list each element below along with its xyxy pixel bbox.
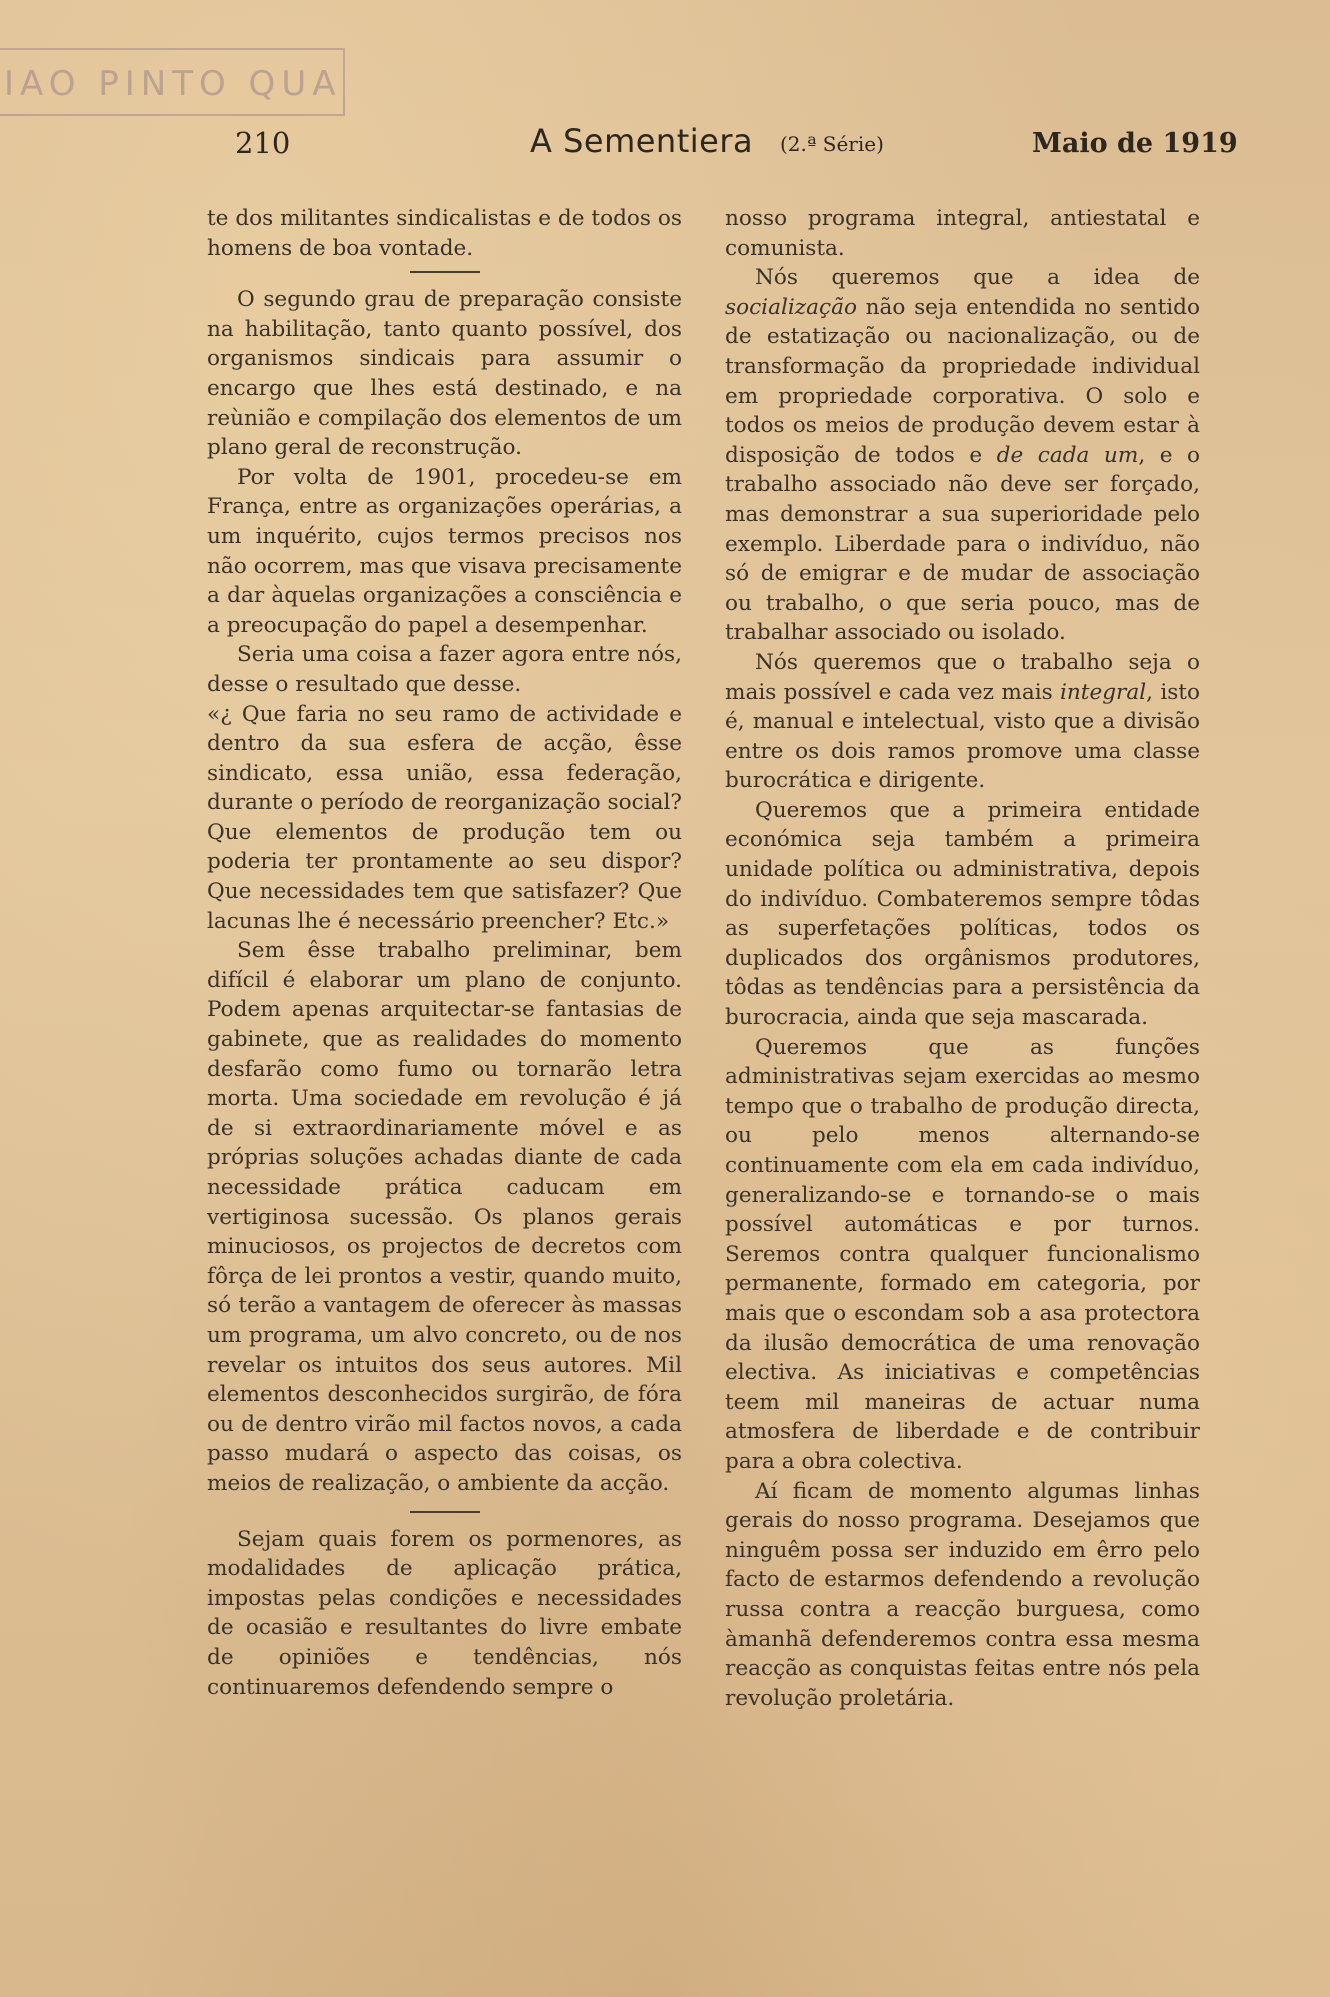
- issue-date: Maio de 1919: [1032, 128, 1238, 159]
- library-stamp: IAO PINTO QUA: [0, 48, 345, 116]
- section-divider: [410, 1511, 480, 1513]
- paragraph: Aí ficam de momento algumas linhas gerais do nosso programa. Desejamos que ninguêm possa ser induzido em êrro pelo facto de estarmos defendendo a revolução russa contra a reacção burguesa, como àmanhã defenderemos contra essa mesma reacção as conquistas feitas entre nós pela revolução proletária.: [725, 1478, 1200, 1711]
- text-run: Nós queremos que o trabalho seja o mais possível e cada vez mais: [725, 649, 1200, 705]
- text-run: , e o trabalho associado não deve ser forçado, mas demonstrar a sua superioridade pelo exemplo. Liberdade para o indivíduo, não só de emigrar e de mudar de associação ou trabalho, o que seria pouco, mas de trabalhar associado ou isolado.: [725, 442, 1200, 646]
- paragraph: Seria uma coisa a fazer agora entre nós, desse o resultado que desse.: [207, 642, 682, 697]
- journal-title: A Sementiera: [530, 122, 754, 160]
- paragraph: Sejam quais forem os pormenores, as modalidades de aplicação prática, impostas pelas condições e necessidades de ocasião e resultantes do livre embate de opiniões e tendências, nós continuaremos defendendo sempre o: [207, 1526, 682, 1700]
- series-label: (2.ª Série): [780, 132, 884, 156]
- running-header: [0, 122, 1330, 172]
- paragraph: [725, 263, 1200, 648]
- right-column: [725, 204, 1200, 1713]
- section-divider: [410, 271, 480, 273]
- italic-term: de cada um: [996, 442, 1139, 468]
- paragraph: nosso programa integral, antiestatal e comunista.: [725, 206, 1200, 261]
- text-run: , isto é, manual e intelectual, visto que a divisão entre os dois ramos promove uma classe burocrática e dirigente.: [725, 679, 1200, 794]
- paragraph: Queremos que as funções administrativas sejam exercidas ao mesmo tempo que o trabalho de produção directa, ou pelo menos alternando-se continuamente com ela em cada indivíduo, generalizando-se e tornando-se o mais possível automáticas e por turnos. Seremos contra qualquer funcionalismo permanente, formado em categoria, por mais que o escondam sob a asa protectora da ilusão democrática de uma renovação electiva. As iniciativas e competências teem mil maneiras de actuar numa atmosfera de liberdade e de contribuir para a obra colectiva.: [725, 1034, 1200, 1474]
- paragraph: Por volta de 1901, procedeu-se em França, entre as organizações operárias, a um inquérito, cujos termos precisos nos não ocorrem, mas que visava precisamente a dar àquelas organizações a consciência e a preocupação do papel a desempenhar.: [207, 464, 682, 638]
- page-number: 210: [235, 126, 291, 160]
- paragraph: Queremos que a primeira entidade económica seja também a primeira unidade política ou administrativa, depois do indivíduo. Combateremos sempre tôdas as superfetações políticas, todos os duplicados dos orgânismos produtores, tôdas as tendências para a persistência da burocracia, ainda que seja mascarada.: [725, 797, 1200, 1031]
- italic-term: integral: [1059, 679, 1147, 705]
- text-run: não seja entendida no sentido de estatização ou nacionalização, ou de transformação da propriedade individual em propriedade corporativa. O solo e todos os meios de produção devem estar à disposição de todos e: [725, 294, 1200, 468]
- paragraph: O segundo grau de preparação consiste na habilitação, tanto quanto possível, dos organismos sindicais para assumir o encargo que lhes está destinado, e na reùnião e compilação dos elementos de um plano geral de reconstrução.: [207, 287, 682, 461]
- text-run: Nós queremos que a idea de: [755, 265, 1200, 291]
- paragraph: te dos militantes sindicalistas e de todos os homens de boa vontade.: [207, 206, 682, 261]
- paragraph: «¿ Que faria no seu ramo de actividade e dentro da sua esfera de acção, êsse sindicato, essa união, essa federação, durante o período de reorganização social? Que elementos de produção tem ou poderia ter prontamente ao seu dispor? Que necessidades tem que satisfazer? Que lacunas lhe é necessário preencher? Etc.»: [207, 701, 682, 934]
- paragraph: [725, 648, 1200, 796]
- left-column: [207, 204, 682, 1702]
- italic-term: socialização: [725, 294, 857, 320]
- paragraph: Sem êsse trabalho preliminar, bem difícil é elaborar um plano de conjunto. Podem apenas arquitectar-se fantasias de gabinete, que as realidades do momento desfarão como fumo ou tornarão letra morta. Uma sociedade em revolução é já de si extraordinariamente móvel e as próprias soluções achadas diante de cada necessidade prática caducam em vertiginosa sucessão. Os planos gerais minuciosos, os projectos de decretos com fôrça de lei prontos a vestir, quando muito, só terão a vantagem de oferecer às massas um programa, um alvo concreto, ou de nos revelar os intuitos dos seus autores. Mil elementos desconhecidos surgirão, de fóra ou de dentro virão mil factos novos, a cada passo mudará o aspecto das coisas, os meios de realização, o ambiente da acção.: [207, 938, 682, 1496]
